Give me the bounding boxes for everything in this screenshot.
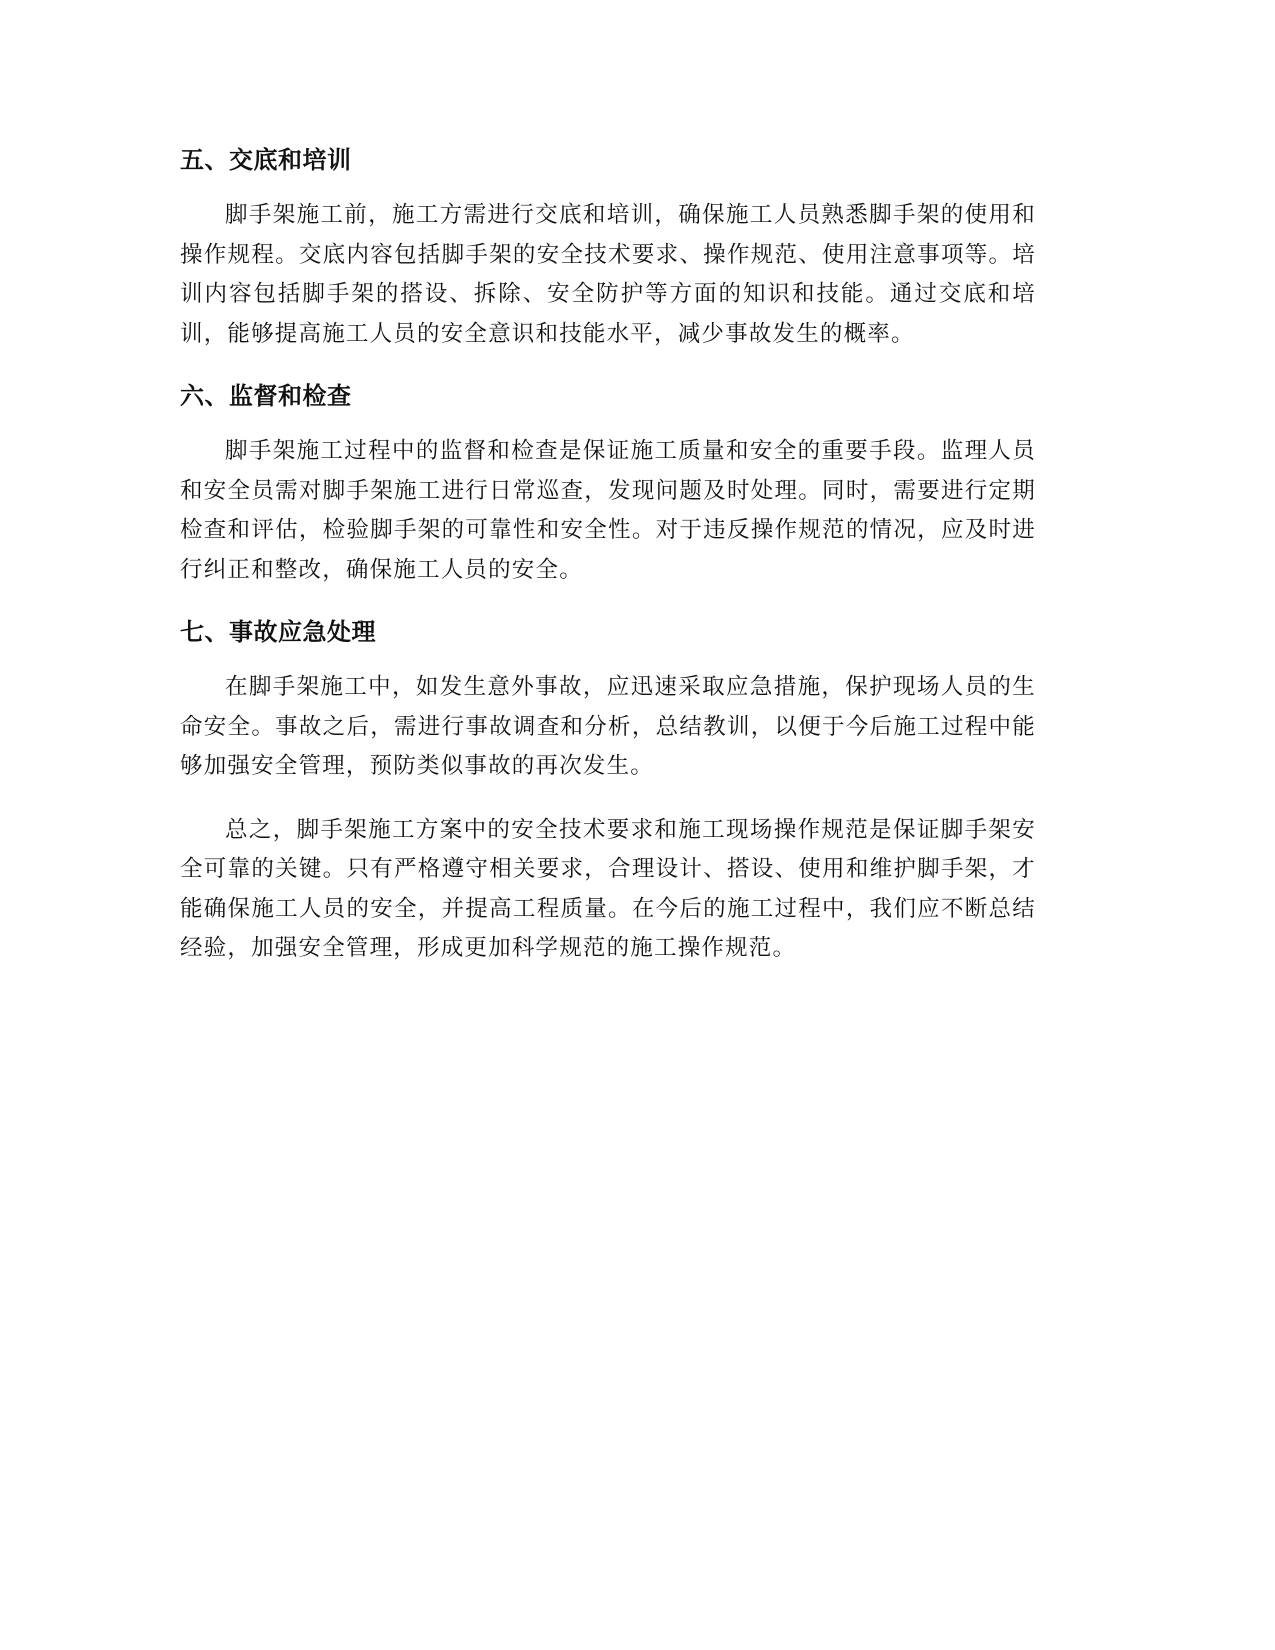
section-briefing-training: [180, 142, 1036, 354]
section-heading: 七、事故应急处理: [180, 618, 376, 646]
section-paragraph: 脚手架施工过程中的监督和检查是保证施工质量和安全的重要手段。监理人员和安全员需对脚手架施工进行日常巡查，发现问题及时处理。同时，需要进行定期检查和评估，检验脚手架的可靠性和安全性。对于违反操作规范的情况，应及时进行纠正和整改，确保施工人员的安全。: [180, 438, 1036, 583]
section-paragraph: 在脚手架施工中，如发生意外事故，应迅速采取应急措施，保护现场人员的生命安全。事故之后，需进行事故调查和分析，总结教训，以便于今后施工过程中能够加强安全管理，预防类似事故的再次发生。: [180, 674, 1036, 779]
section-heading: 六、监督和检查: [180, 382, 352, 410]
section-supervision-inspection: [180, 378, 1036, 590]
section-emergency-handling: [180, 614, 1036, 787]
section-heading: 五、交底和培训: [180, 146, 352, 174]
document-page: [180, 142, 1036, 993]
section-paragraph: 脚手架施工前，施工方需进行交底和培训，确保施工人员熟悉脚手架的使用和操作规程。交底内容包括脚手架的安全技术要求、操作规范、使用注意事项等。培训内容包括脚手架的搭设、拆除、安全防护等方面的知识和技能。通过交底和培训，能够提高施工人员的安全意识和技能水平，减少事故发生的概率。: [180, 202, 1036, 347]
conclusion-paragraph: 总之，脚手架施工方案中的安全技术要求和施工现场操作规范是保证脚手架安全可靠的关键。只有严格遵守相关要求，合理设计、搭设、使用和维护脚手架，才能确保施工人员的安全，并提高工程质量。在今后的施工过程中，我们应不断总结经验，加强安全管理，形成更加科学规范的施工操作规范。: [180, 816, 1036, 961]
